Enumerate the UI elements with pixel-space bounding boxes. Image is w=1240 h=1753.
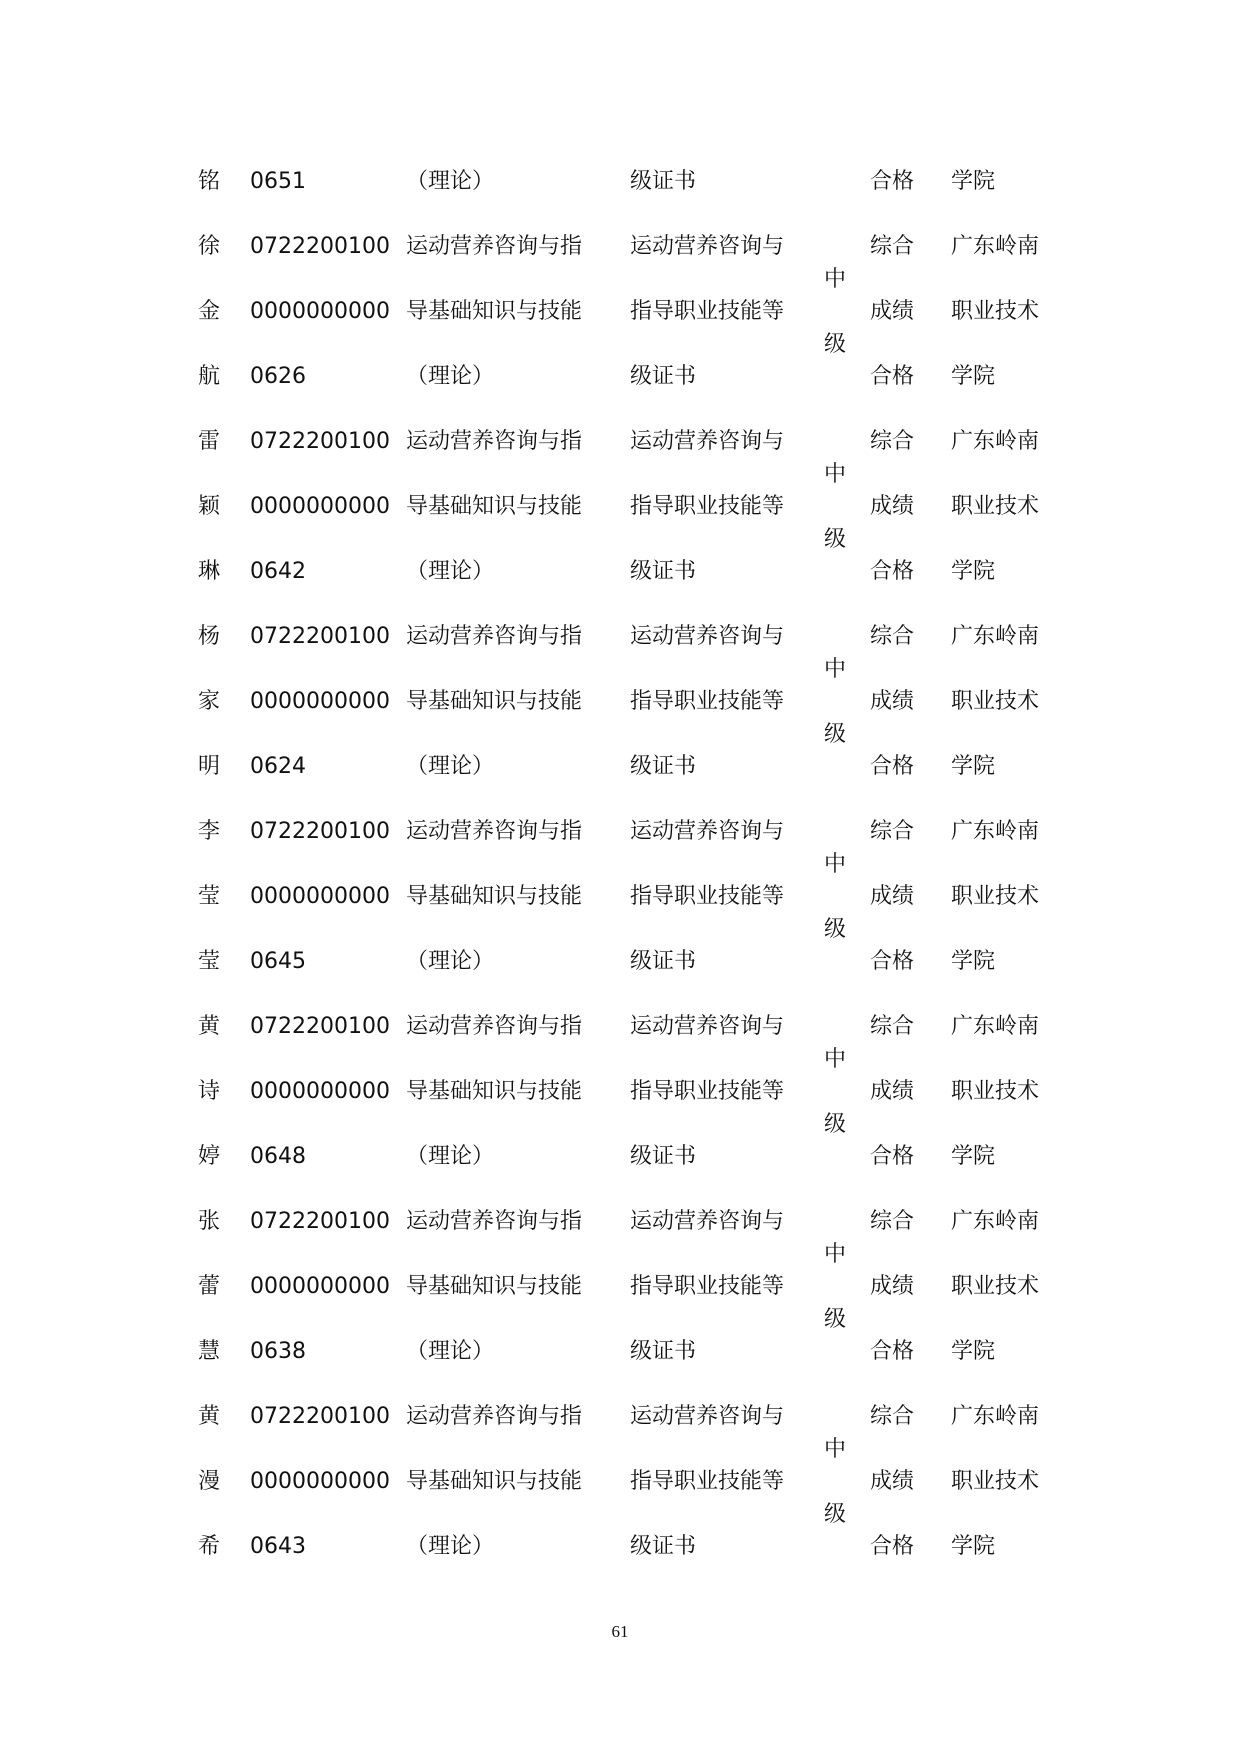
- certificate-level-char: 中: [824, 267, 847, 292]
- exam-id-part: 0722200100: [250, 1209, 390, 1234]
- course-name-part: 运动营养咨询与指: [406, 819, 583, 844]
- student-name-char: 蕾: [198, 1274, 221, 1299]
- exam-id-part: 0643: [250, 1534, 306, 1559]
- result-part: 合格: [870, 169, 915, 194]
- record-line: [0, 682, 1240, 722]
- exam-id-part: 0000000000: [250, 689, 390, 714]
- certificate-level-char: 中: [824, 657, 847, 682]
- record-line: [0, 1072, 1240, 1112]
- exam-id-part: 0000000000: [250, 884, 390, 909]
- result-part: 综合: [870, 1014, 915, 1039]
- course-name-part: 运动营养咨询与指: [406, 429, 583, 454]
- result-part: 成绩: [870, 1274, 915, 1299]
- student-name-char: 雷: [198, 429, 221, 454]
- record-line: [0, 942, 1240, 982]
- exam-id-part: 0722200100: [250, 624, 390, 649]
- record-line: [0, 357, 1240, 397]
- certificate-name-part: 指导职业技能等: [630, 1274, 785, 1299]
- certificate-level-char: 中: [824, 1437, 847, 1462]
- certificate-level-char: 级: [824, 917, 847, 942]
- record-line: [0, 1332, 1240, 1372]
- certificate-name-part: 运动营养咨询与: [630, 234, 785, 259]
- school-name-part: 广东岭南: [951, 234, 1040, 259]
- student-name-char: 徐: [198, 234, 221, 259]
- certificate-name-part: 运动营养咨询与: [630, 1209, 785, 1234]
- course-name-part: （理论）: [406, 559, 495, 584]
- school-name-part: 学院: [951, 1339, 996, 1364]
- record-line: [0, 1202, 1240, 1242]
- student-name-char: 金: [198, 299, 221, 324]
- course-name-part: （理论）: [406, 364, 495, 389]
- certificate-name-part: 级证书: [630, 1144, 697, 1169]
- result-part: 合格: [870, 1144, 915, 1169]
- school-name-part: 学院: [951, 754, 996, 779]
- record-line: [0, 617, 1240, 657]
- result-part: 合格: [870, 949, 915, 974]
- certificate-level-char: 级: [824, 332, 847, 357]
- school-name-part: 广东岭南: [951, 1209, 1040, 1234]
- student-name-char: 颖: [198, 494, 221, 519]
- course-name-part: 导基础知识与技能: [406, 299, 583, 324]
- school-name-part: 职业技术: [951, 1274, 1040, 1299]
- exam-id-part: 0651: [250, 169, 306, 194]
- result-part: 成绩: [870, 884, 915, 909]
- exam-id-part: 0722200100: [250, 429, 390, 454]
- certificate-level-char: 中: [824, 462, 847, 487]
- student-name-char: 明: [198, 754, 221, 779]
- certificate-name-part: 级证书: [630, 364, 697, 389]
- record-line: [0, 1527, 1240, 1567]
- school-name-part: 职业技术: [951, 884, 1040, 909]
- result-part: 综合: [870, 819, 915, 844]
- result-part: 成绩: [870, 689, 915, 714]
- school-name-part: 广东岭南: [951, 429, 1040, 454]
- course-name-part: 导基础知识与技能: [406, 689, 583, 714]
- result-part: 合格: [870, 559, 915, 584]
- student-name-char: 莹: [198, 949, 221, 974]
- continued-record-line: [0, 162, 1240, 202]
- exam-id-part: 0000000000: [250, 299, 390, 324]
- student-name-char: 漫: [198, 1469, 221, 1494]
- certificate-name-part: 指导职业技能等: [630, 1079, 785, 1104]
- student-name-char: 希: [198, 1534, 221, 1559]
- certificate-name-part: 指导职业技能等: [630, 1469, 785, 1494]
- certificate-level-char: 级: [824, 527, 847, 552]
- course-name-part: （理论）: [406, 1534, 495, 1559]
- result-part: 综合: [870, 624, 915, 649]
- certificate-name-part: 运动营养咨询与: [630, 624, 785, 649]
- certificate-name-part: 指导职业技能等: [630, 494, 785, 519]
- student-name-char: 张: [198, 1209, 221, 1234]
- school-name-part: 广东岭南: [951, 819, 1040, 844]
- student-name-char: 杨: [198, 624, 221, 649]
- record-line: [0, 877, 1240, 917]
- certificate-name-part: 级证书: [630, 754, 697, 779]
- course-name-part: 导基础知识与技能: [406, 1469, 583, 1494]
- certificate-level-char: 级: [824, 1307, 847, 1332]
- student-name-char: 黄: [198, 1014, 221, 1039]
- certificate-name-part: 级证书: [630, 1339, 697, 1364]
- exam-id-part: 0626: [250, 364, 306, 389]
- course-name-part: （理论）: [406, 169, 495, 194]
- certificate-name-part: 指导职业技能等: [630, 884, 785, 909]
- record-line: [0, 227, 1240, 267]
- result-part: 综合: [870, 234, 915, 259]
- certificate-level-char: 级: [824, 1112, 847, 1137]
- exam-id-part: 0000000000: [250, 1274, 390, 1299]
- course-name-part: 运动营养咨询与指: [406, 1014, 583, 1039]
- exam-id-part: 0722200100: [250, 1014, 390, 1039]
- result-part: 合格: [870, 1534, 915, 1559]
- school-name-part: 广东岭南: [951, 1014, 1040, 1039]
- result-part: 合格: [870, 754, 915, 779]
- student-name-char: 诗: [198, 1079, 221, 1104]
- exam-id-part: 0000000000: [250, 494, 390, 519]
- school-name-part: 学院: [951, 364, 996, 389]
- course-name-part: （理论）: [406, 1339, 495, 1364]
- certificate-level-char: 中: [824, 1047, 847, 1072]
- page-number: 61: [611, 1622, 629, 1641]
- school-name-part: 职业技术: [951, 299, 1040, 324]
- record-line: [0, 552, 1240, 592]
- result-part: 成绩: [870, 1079, 915, 1104]
- course-name-part: 导基础知识与技能: [406, 494, 583, 519]
- school-name-part: 学院: [951, 1144, 996, 1169]
- exam-id-part: 0642: [250, 559, 306, 584]
- record-line: [0, 812, 1240, 852]
- school-name-part: 广东岭南: [951, 624, 1040, 649]
- record-line: [0, 292, 1240, 332]
- certificate-name-part: 指导职业技能等: [630, 689, 785, 714]
- exam-id-part: 0722200100: [250, 234, 390, 259]
- course-name-part: 运动营养咨询与指: [406, 1404, 583, 1429]
- exam-id-part: 0645: [250, 949, 306, 974]
- certificate-name-part: 运动营养咨询与: [630, 1404, 785, 1429]
- course-name-part: 运动营养咨询与指: [406, 1209, 583, 1234]
- exam-id-part: 0648: [250, 1144, 306, 1169]
- record-line: [0, 1397, 1240, 1437]
- certificate-level-char: 级: [824, 722, 847, 747]
- certificate-name-part: 级证书: [630, 949, 697, 974]
- record-line: [0, 1007, 1240, 1047]
- exam-id-part: 0722200100: [250, 1404, 390, 1429]
- certificate-level-char: 中: [824, 1242, 847, 1267]
- result-part: 合格: [870, 1339, 915, 1364]
- course-name-part: （理论）: [406, 949, 495, 974]
- student-name-char: 李: [198, 819, 221, 844]
- course-name-part: 导基础知识与技能: [406, 884, 583, 909]
- certificate-name-part: 级证书: [630, 559, 697, 584]
- school-name-part: 学院: [951, 1534, 996, 1559]
- student-name-char: 莹: [198, 884, 221, 909]
- student-name-char: 家: [198, 689, 221, 714]
- student-name-char: 铭: [198, 169, 221, 194]
- record-line: [0, 747, 1240, 787]
- school-name-part: 学院: [951, 559, 996, 584]
- exam-id-part: 0722200100: [250, 819, 390, 844]
- course-name-part: （理论）: [406, 754, 495, 779]
- certificate-level-char: 中: [824, 852, 847, 877]
- course-name-part: （理论）: [406, 1144, 495, 1169]
- certificate-level-char: 级: [824, 1502, 847, 1527]
- record-line: [0, 487, 1240, 527]
- result-part: 综合: [870, 1209, 915, 1234]
- exam-id-part: 0638: [250, 1339, 306, 1364]
- course-name-part: 运动营养咨询与指: [406, 624, 583, 649]
- record-line: [0, 1137, 1240, 1177]
- result-part: 综合: [870, 1404, 915, 1429]
- record-line: [0, 1267, 1240, 1307]
- certificate-name-part: 级证书: [630, 1534, 697, 1559]
- course-name-part: 导基础知识与技能: [406, 1079, 583, 1104]
- certificate-name-part: 指导职业技能等: [630, 299, 785, 324]
- course-name-part: 导基础知识与技能: [406, 1274, 583, 1299]
- course-name-part: 运动营养咨询与指: [406, 234, 583, 259]
- exam-id-part: 0000000000: [250, 1079, 390, 1104]
- school-name-part: 学院: [951, 949, 996, 974]
- student-name-char: 黄: [198, 1404, 221, 1429]
- result-part: 成绩: [870, 494, 915, 519]
- student-name-char: 航: [198, 364, 221, 389]
- record-line: [0, 422, 1240, 462]
- certificate-name-part: 运动营养咨询与: [630, 819, 785, 844]
- result-part: 成绩: [870, 1469, 915, 1494]
- result-part: 成绩: [870, 299, 915, 324]
- student-name-char: 琳: [198, 559, 221, 584]
- school-name-part: 广东岭南: [951, 1404, 1040, 1429]
- school-name-part: 学院: [951, 169, 996, 194]
- school-name-part: 职业技术: [951, 494, 1040, 519]
- school-name-part: 职业技术: [951, 1469, 1040, 1494]
- school-name-part: 职业技术: [951, 689, 1040, 714]
- result-part: 综合: [870, 429, 915, 454]
- exam-id-part: 0624: [250, 754, 306, 779]
- record-line: [0, 1462, 1240, 1502]
- result-part: 合格: [870, 364, 915, 389]
- student-name-char: 慧: [198, 1339, 221, 1364]
- exam-id-part: 0000000000: [250, 1469, 390, 1494]
- certificate-name-part: 运动营养咨询与: [630, 1014, 785, 1039]
- certificate-name-part: 运动营养咨询与: [630, 429, 785, 454]
- certificate-name-part: 级证书: [630, 169, 697, 194]
- school-name-part: 职业技术: [951, 1079, 1040, 1104]
- student-name-char: 婷: [198, 1144, 221, 1169]
